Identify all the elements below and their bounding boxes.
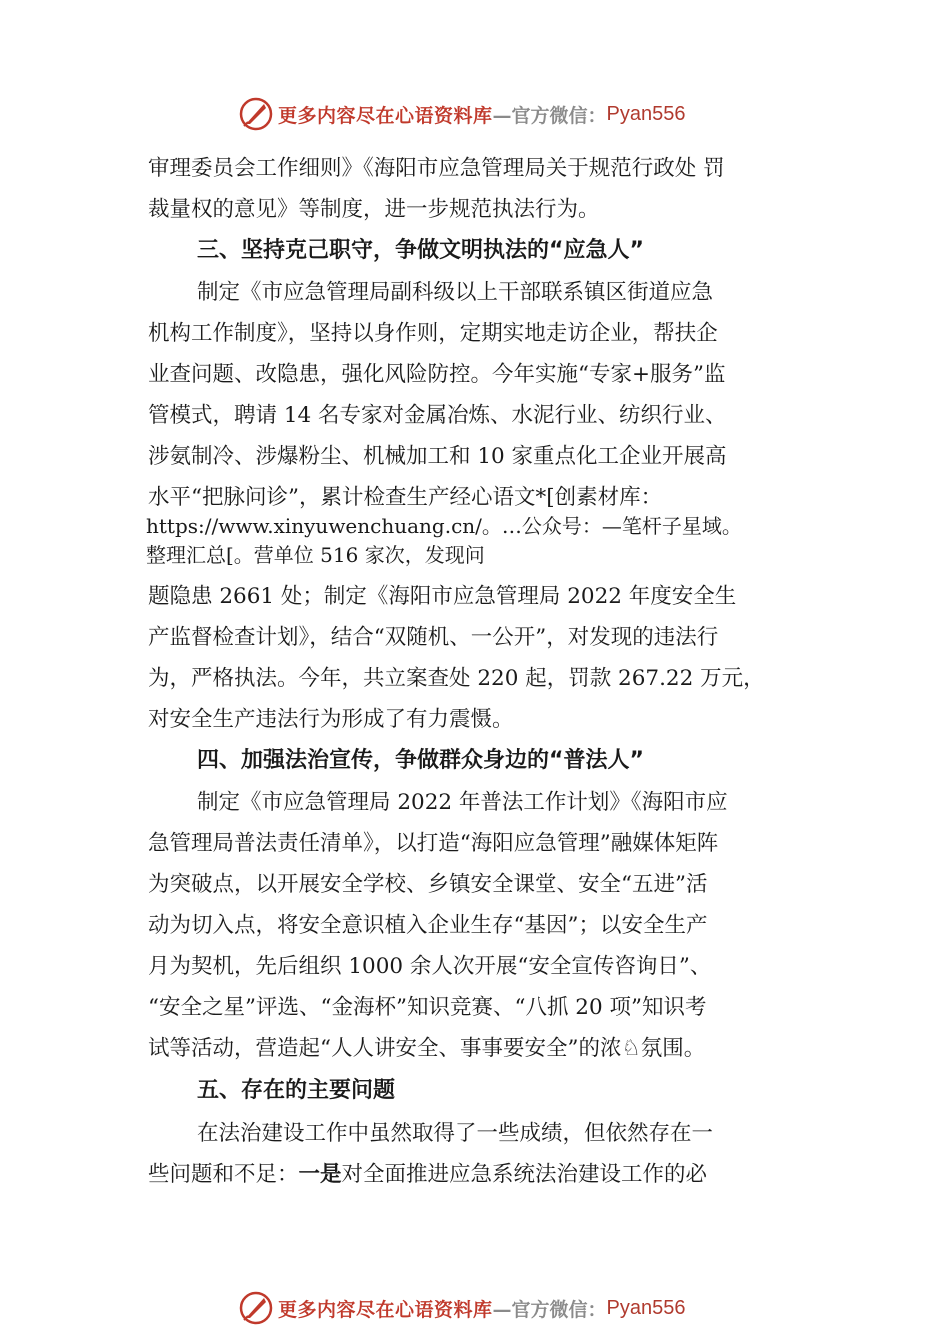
footer-banner	[238, 1290, 758, 1326]
text-line: 涉氨制冷、涉爆粉尘、机械加工和 10 家重点化工企业开展高	[148, 444, 727, 469]
text-line: 水平“把脉问诊”，累计检查生产经心语文*[创素材库：	[148, 485, 663, 510]
text-line: 产监督检查计划》，结合“双随机、一公开”，对发现的违法行	[148, 625, 719, 650]
header-wechat-label: —官方微信：	[492, 104, 607, 127]
text-line: 急管理局普法责任清单》，以打造“海阳应急管理”融媒体矩阵	[148, 831, 719, 856]
header-banner	[238, 96, 758, 132]
header-wechat-id: Pyan556	[606, 102, 686, 125]
text-line: 审理委员会工作细则》《海阳市应急管理局关于规范行政处 罚	[148, 156, 725, 181]
section-heading-4: 四、加强法治宣传，争做群众身边的“普法人”	[197, 748, 644, 773]
text-line: https://www.xinyuwenchuang.cn/。…公众号：—笔杆子星域。	[146, 514, 742, 538]
text-segment: 些问题和不足：	[148, 1162, 299, 1187]
emphasis-text: 一是	[298, 1162, 342, 1187]
text-line: 制定《市应急管理局副科级以上干部联系镇区街道应急	[197, 280, 714, 305]
text-line: 制定《市应急管理局 2022 年普法工作计划》《海阳市应	[197, 790, 728, 815]
text-line: 机构工作制度》，坚持以身作则，定期实地走访企业，帮扶企	[148, 321, 718, 346]
text-segment: 对全面推进应急系统法治建设工作的必	[341, 1162, 708, 1187]
text-line: 月为契机，先后组织 1000 余人次开展“安全宣传咨询日”、	[148, 954, 712, 979]
text-line: 在法治建设工作中虽然取得了一些成绩，但依然存在一	[197, 1121, 714, 1146]
text-line: “安全之星”评选、“金海杯”知识竞赛、“八抓 20 项”知识考	[148, 995, 707, 1020]
text-line: 动为切入点，将安全意识植入企业生存“基因”；以安全生产	[148, 913, 708, 938]
footer-wechat-label: —官方微信：	[492, 1298, 607, 1321]
section-heading-3: 三、坚持克己职守，争做文明执法的“应急人”	[197, 238, 644, 263]
text-line: 整理汇总[。营单位 516 家次，发现问	[146, 543, 485, 567]
text-line: 业查问题、改隐患，强化风险防控。今年实施“专家+服务”监	[148, 362, 726, 387]
text-line: 为，严格执法。今年，共立案查处 220 起，罚款 267.22 万元，	[148, 666, 765, 691]
footer-wechat-id: Pyan556	[606, 1296, 686, 1319]
quill-logo-icon	[238, 96, 274, 132]
quill-logo-icon	[238, 1290, 274, 1326]
footer-banner-text: 更多内容尽在心语资料库	[278, 1298, 493, 1321]
text-line: 题隐患 2661 处；制定《海阳市应急管理局 2022 年度安全生	[148, 584, 737, 609]
section-heading-5: 五、存在的主要问题	[197, 1078, 396, 1103]
text-line: 为突破点，以开展安全学校、乡镇安全课堂、安全“五进”活	[148, 872, 708, 897]
text-line: 管模式，聘请 14 名专家对金属冶炼、水泥行业、纺织行业、	[148, 403, 727, 428]
header-banner-text: 更多内容尽在心语资料库	[278, 104, 493, 127]
text-line: 对安全生产违法行为形成了有力震慑。	[148, 707, 514, 732]
text-line: 裁量权的意见》等制度，进一步规范执法行为。	[148, 197, 600, 222]
text-line	[148, 1164, 707, 1186]
text-line: 试等活动，营造起“人人讲安全、事事要安全”的浓♘氛围。	[148, 1036, 706, 1061]
